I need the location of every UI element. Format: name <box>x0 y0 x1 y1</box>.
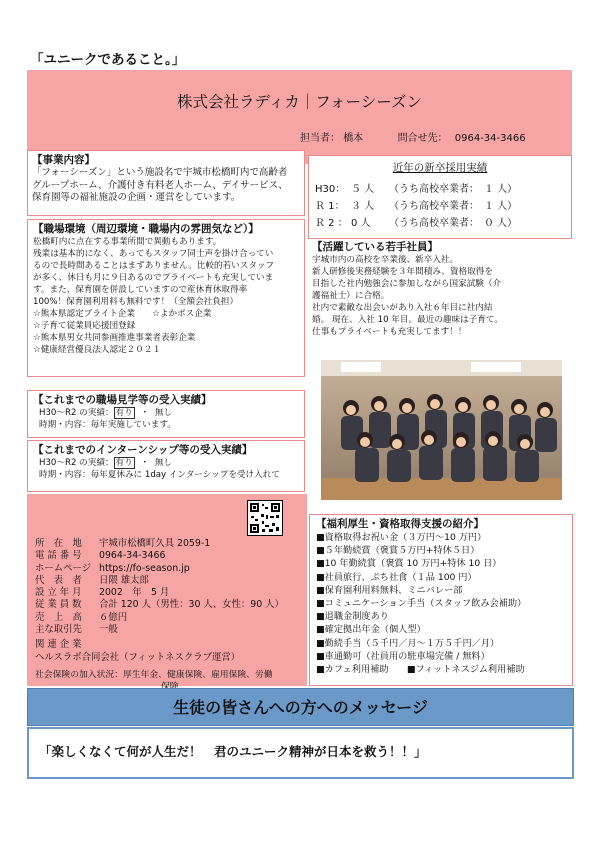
intern-yes-option: 有り <box>115 458 133 468</box>
welfare-title: 【福利厚生・資格取得支援の紹介】 <box>316 518 484 530</box>
welfare-item: ■車通勤可（社員用の駐車場完備 / 無料） <box>316 650 490 662</box>
environment-section <box>27 219 305 377</box>
environment-line: 松橋町内に点在する事業所間で異動もあります。 <box>33 237 222 247</box>
contact-phone-label: 問合せ先： <box>397 133 448 144</box>
info-row <box>35 599 303 611</box>
message-body <box>27 727 574 779</box>
recruit-title: 近年の新卒採用実績 <box>392 162 488 174</box>
business-line: 保育園等の福祉施設の企画・運営をしています。 <box>32 192 241 204</box>
contact-person: 橋本 <box>343 133 364 144</box>
welfare-item: ■５年勤続賞（褒賞５万円+特休５日） <box>316 545 480 557</box>
intern-detail: 時期・内容：毎年夏休みに 1day インターシップを受け入れて <box>39 470 280 480</box>
company-name: 株式会社ラディカ｜フォーシーズン <box>177 93 422 111</box>
info-label: ホームページ <box>35 562 92 574</box>
environment-line: ☆健康経営優良法人認定２０２１ <box>33 345 162 355</box>
insurance-label: 社会保険の加入状況： <box>35 669 123 680</box>
homepage-link[interactable]: https://fo-season.jp <box>99 562 190 574</box>
visit-no-option: 無し <box>154 408 173 418</box>
message-text: 「楽しくなくて何が人生だ！ 君のユニーク精神が日本を救う！！」 <box>39 744 427 759</box>
recruit-row <box>315 215 565 232</box>
young-line: 宇城市内の高校を卒業後、新卒入社。 <box>312 255 459 265</box>
environment-line: ☆熊本県男女共同参画推進事業者表彰企業 <box>33 333 196 343</box>
info-row <box>35 563 303 575</box>
welfare-item: ■退職金制度あり <box>316 611 389 623</box>
young-line: 目指した社内勉強会に参加しながら国家試験（介 <box>312 279 502 289</box>
visit-record-label: H30～R2 の実績： <box>39 408 114 418</box>
visit-separator: ・ <box>140 408 150 418</box>
group-photo-illustration <box>321 360 562 500</box>
intern-separator: ・ <box>140 458 150 468</box>
info-row <box>35 538 303 550</box>
recruit-year: Ｒ 2 ： <box>315 218 348 229</box>
young-line: 新人研修後実務経験を３年間積み、資格取得を <box>312 267 493 277</box>
recruit-row <box>315 181 565 198</box>
recruit-row <box>315 198 565 215</box>
info-row <box>35 612 303 624</box>
visit-record-line <box>33 407 299 419</box>
info-label: 主な取引先 <box>35 624 82 636</box>
staff-group-photo <box>321 360 562 500</box>
recruit-count: ５ 人 <box>351 184 375 195</box>
welfare-section <box>309 514 573 686</box>
recruit-count: 0 人 <box>351 218 371 229</box>
info-value: 2002 年 5 月 <box>99 587 170 599</box>
slogan: 「ユニークであること。」 <box>30 52 186 68</box>
contact-line <box>300 129 526 144</box>
contact-phone: 0964-34-3466 <box>454 133 526 144</box>
info-row <box>35 624 303 636</box>
info-row <box>35 587 303 599</box>
info-label: 電 話 番 号 <box>35 550 82 562</box>
environment-line: 100%！保育園利用料も無料です！（全額会社負担） <box>33 297 239 307</box>
info-value: 合計 120 人（男性：30 人、女性：90 人） <box>99 599 284 611</box>
welfare-item: ■10 年勤続賞（褒賞 10 万円+特休 10 日） <box>316 558 502 570</box>
environment-line: るので長時間あることはまずありません。比較的若いスタッフ <box>33 261 275 271</box>
welfare-item: ■確定拠出年金（個人型） <box>316 624 426 636</box>
info-label: 関 連 企 業 <box>35 639 82 651</box>
recruit-note: （うち高校卒業者： １ 人） <box>389 201 518 212</box>
info-label: 売 上 高 <box>35 611 82 623</box>
young-employee-section <box>312 241 574 356</box>
visit-title: 【これまでの職場見学等の受入実績】 <box>33 394 212 406</box>
business-line: 「フォーシーズン」という施設名で宇城市松橋町内で高齢者 <box>32 167 288 178</box>
young-line: 婚。 現在、入社 10 年目。最近の趣味は子育て。 <box>312 315 503 325</box>
environment-title: 【職場環境（周辺環境・職場内の雰囲気など）】 <box>33 223 259 235</box>
young-line: 社内で素敵な出会いがあり入社６年目に社内結 <box>312 303 493 313</box>
business-line: グループホーム、介護付き有料老人ホーム、デイサービス、 <box>32 179 288 191</box>
info-row <box>35 639 303 664</box>
info-label: 代 表 者 <box>35 574 82 586</box>
welfare-item: ■カフェ利用補助 ■フィットネスジム利用補助 <box>316 664 525 676</box>
intern-record-line <box>33 457 299 469</box>
visit-detail: 時期・内容：毎年実施しています。 <box>39 420 176 430</box>
info-value: ６億円 <box>99 611 128 623</box>
contact-person-label: 担当者： <box>300 133 340 144</box>
recruit-section <box>308 155 572 239</box>
recruit-note: （うち高校卒業者： １ 人） <box>389 184 518 195</box>
info-value: 一般 <box>99 624 118 636</box>
intern-title: 【これまでのインターンシップ等の受入実績】 <box>33 444 253 456</box>
visit-yes-option: 有り <box>115 408 133 418</box>
environment-line: 残業は基本的になく、あってもスタッフ同士声を掛け合ってい <box>33 249 274 259</box>
young-line: 仕事もプライベートも充実してます！！ <box>312 327 467 337</box>
intern-section <box>27 440 305 492</box>
company-info-panel <box>27 494 307 686</box>
info-row <box>35 550 303 562</box>
recruit-note: （うち高校卒業者： ０ 人） <box>389 218 518 229</box>
info-label: 所 在 地 <box>35 538 82 549</box>
info-row <box>35 575 303 587</box>
environment-line: す。また、保育園を併設していますので産休育休取得率 <box>33 285 248 295</box>
company-info-table <box>35 538 303 694</box>
recruit-year: H30： <box>315 184 346 195</box>
environment-line: が多く、休日も月に９日あるのでプライベートも充実していま <box>33 273 274 283</box>
young-title: 【活躍している若手社員】 <box>312 241 438 253</box>
business-title: 【事業内容】 <box>32 154 95 166</box>
welfare-item: ■コミュニケーション手当（スタッフ飲み会補助） <box>316 598 527 610</box>
welfare-item: ■保育園利用料無料、ミニバレー部 <box>316 584 463 596</box>
info-label: 従 業 員 数 <box>35 599 82 611</box>
intern-no-option: 無し <box>154 458 173 468</box>
info-value: 日隈 雄太郎 <box>99 574 149 586</box>
welfare-item: ■勤続手当（５千円／月～１万５千円／月） <box>316 637 500 649</box>
visit-section <box>27 390 305 438</box>
business-section <box>27 150 305 216</box>
insurance-row <box>35 669 303 681</box>
welfare-item: ■資格取得お祝い金（３万円～10 万円） <box>316 532 487 543</box>
insurance-value: 厚生年金、健康保険、雇用保険、労働 <box>122 669 273 680</box>
info-value: ヘルスラボ合同会社（フィットネスクラブ運営） <box>35 651 241 663</box>
intern-record-label: H30～R2 の実績： <box>39 458 114 468</box>
recruit-count: ３ 人 <box>351 201 375 212</box>
info-value: 0964-34-3466 <box>99 550 166 562</box>
welfare-item: ■社員旅行、ぷち社食（１品 100 円） <box>316 571 477 583</box>
young-line: 護福祉士）に合格。 <box>312 291 390 301</box>
environment-line: ☆熊本県認定ブライト企業 ☆よかボス企業 <box>33 309 212 319</box>
info-label: 設 立 年 月 <box>35 587 82 599</box>
qr-code-icon[interactable] <box>247 500 283 536</box>
message-header-text: 生徒の皆さんへの方へのメッセージ <box>173 698 428 717</box>
recruit-year: Ｒ 1： <box>315 201 345 212</box>
environment-line: ☆子育て従業員応援団登録 <box>33 321 136 331</box>
info-value: 宇城市松橋町久具 2059-1 <box>99 538 211 549</box>
message-header <box>27 688 574 726</box>
